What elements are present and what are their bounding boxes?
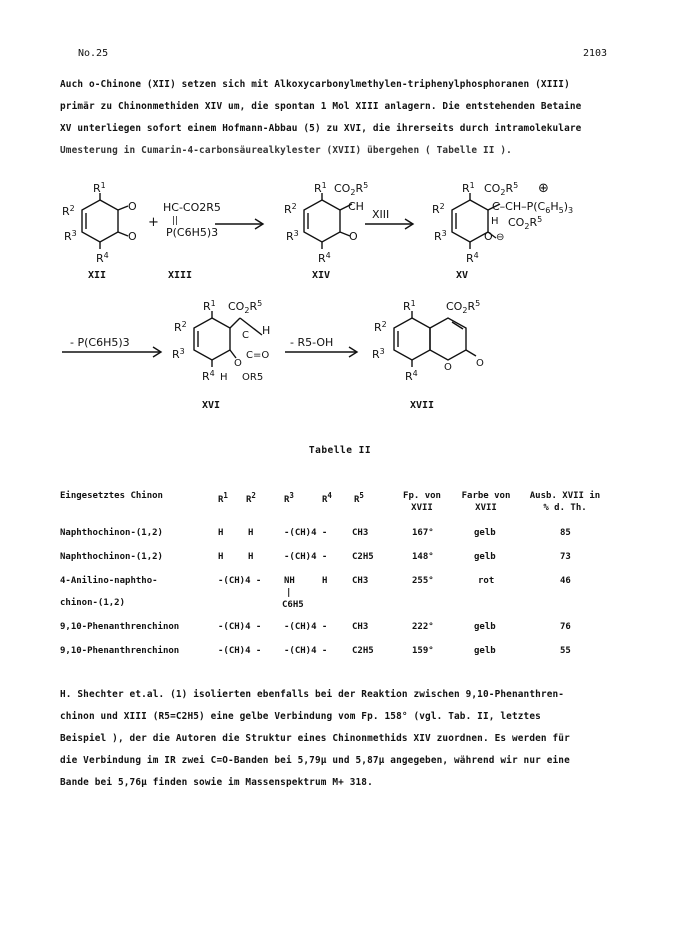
svg-text:⊖: ⊖ [496,232,505,243]
row1-ausb: 85 [560,528,571,538]
issue-number: No.25 [78,48,109,59]
label-xv: XV [456,270,469,281]
row2-r2: H [248,552,254,562]
svg-text:R4: $R^4$ [405,369,418,383]
col-header-chinon: Eingesetztes Chinon [60,491,163,501]
paragraph-intro [60,74,620,162]
row1-farbe: gelb [474,528,496,538]
text-line: Bande bei 5,76µ finden sowie im Massenspektrum M+ 318. [60,777,373,788]
label-xvi: XVI [202,400,221,411]
svg-text:CO2R5: $CO_2R^5$ [334,181,369,197]
svg-text:C–CH–P(C6H5)3: $C-CH-P(C_6H_5)_3$ [492,200,574,215]
label-xiv: XIV [312,270,331,281]
label-xiii: XIII [168,270,193,281]
col-header-fp: Fp. von XVII [403,491,441,513]
text-line: die Verbindung im IR zwei C=O-Banden bei 5,79µ und 5,87µ angegeben, während wir nur eine [60,755,570,766]
text-line: XV unterliegen sofort einem Hofmann-Abbau (5) zu XVI, die ihrerseits durch intramolekulare [60,123,582,134]
ring-xii [82,200,118,242]
row5-name: 9,10-Phenanthrenchinon [60,646,180,656]
svg-text:R1: $R^1$ [314,181,327,195]
row4-farbe: gelb [474,622,496,632]
svg-text:R2: $R^2$ [284,202,297,216]
svg-text:R3: $R^3$ [64,229,77,243]
row1-r2: H [248,528,254,538]
svg-text:R4: $R^4$ [318,251,331,265]
row3-r1: -(CH)4 - [218,576,262,586]
svg-text:R1: $R^1$ [203,299,216,313]
svg-text:OR5: OR5 [242,372,264,383]
xiii-formula-bottom: P(C6H5)3 [166,226,219,239]
svg-text:R4: $R^4$ [466,251,479,265]
label-xvii: XVII [410,400,435,411]
row5-ausb: 55 [560,646,571,656]
svg-text:O: O [476,358,484,369]
row3-ausb: 46 [560,576,571,586]
svg-text:CO2R5: $CO_2R^5$ [484,181,519,197]
svg-text:CO2R5: $CO_2R^5$ [446,299,481,315]
col-header-farbe: Farbe von XVII [461,491,511,513]
text-line: Beispiel ), der die Autoren die Struktur eines Chinonmethids XIV zuordnen. Es werden für [60,733,570,744]
ring-xvi [194,318,230,360]
row3-fp: 255° [412,576,434,586]
row5-r5: C2H5 [352,646,374,656]
label-xii: XII [88,270,107,281]
svg-text:R1: $R^1$ [403,299,416,313]
row2-ausb: 73 [560,552,571,562]
svg-text:CO2R5: $CO_2R^5$ [228,299,263,315]
svg-text:R1: $R^1$ [93,181,106,195]
row1-fp: 167° [412,528,434,538]
row2-r1: H [218,552,224,562]
row4-r1: -(CH)4 - [218,622,262,632]
row3-name: 4-Anilino-naphtho- [60,576,158,586]
arrow-reagent-xiii: XIII [372,208,390,221]
row3-r3: NH [284,576,295,586]
row3-farbe: rot [478,576,495,586]
xiii-formula-top: HC-CO2R5 [163,201,221,214]
svg-text:CH: CH [348,200,364,213]
row1-r1: H [218,528,224,538]
page-number: 2103 [583,48,608,59]
plus-sign: + [148,215,159,230]
svg-text:H: H [220,372,228,383]
svg-text:H: H [262,324,271,337]
row1-r34: -(CH)4 - [284,528,328,538]
col-header-ausb: Ausb. XVII in % d. Th. [529,491,601,513]
paragraph-shechter [60,684,620,794]
row4-name: 9,10-Phenanthrenchinon [60,622,180,632]
row5-fp: 159° [412,646,434,656]
arrow-reagent-pph3: - P(C6H5)3 [70,336,130,349]
row5-farbe: gelb [474,646,496,656]
text-line: Umesterung in Cumarin-4-carbonsäurealkylester (XVII) übergehen ( Tabelle II ). [60,145,512,156]
arrow-reagent-alcohol: - R5-OH [290,336,334,349]
row2-r5: C2H5 [352,552,374,562]
svg-text:O: O [484,230,493,243]
svg-text:R3: $R^3$ [434,229,447,243]
table-title: Tabelle II [308,445,372,456]
svg-text:R2: $R^2$ [374,320,387,334]
row4-ausb: 76 [560,622,571,632]
svg-text:O: O [234,358,242,369]
svg-text:CO2R5: $CO_2R^5$ [508,215,543,231]
col-header-r5: $R^5$ [354,491,364,505]
svg-text:C=O: C=O [246,350,270,361]
svg-text:H: H [491,216,499,227]
row3-name-cont: chinon-(1,2) [60,598,126,608]
ring-xvii-b [430,318,466,360]
row3-r4: H [322,576,328,586]
svg-text:O: O [128,200,137,213]
row2-fp: 148° [412,552,434,562]
svg-text:R2: $R^2$ [62,204,75,218]
row3-r3-sub: C6H5 [282,600,304,610]
svg-text:||: || [172,216,179,226]
ring-xvii-a [394,318,430,360]
svg-text:⊕: ⊕ [538,181,549,196]
svg-text:R2: $R^2$ [174,320,187,334]
col-header-r1: $R^1$ [218,491,228,505]
row5-r1: -(CH)4 - [218,646,262,656]
text-line: primär zu Chinonmethiden XIV um, die spontan 1 Mol XIII anlagern. Die entstehenden Betaine [60,101,582,112]
svg-text:R3: $R^3$ [172,347,185,361]
svg-text:O: O [349,230,358,243]
text-line: chinon und XIII (R5=C2H5) eine gelbe Verbindung vom Fp. 158° (vgl. Tab. II, letztes [60,711,541,722]
row2-r34: -(CH)4 - [284,552,328,562]
svg-text:O: O [444,362,452,373]
svg-text:R3: $R^3$ [372,347,385,361]
col-header-r4: $R^4$ [322,491,332,505]
col-header-r3: $R^3$ [284,491,294,505]
row4-r34: -(CH)4 - [284,622,328,632]
row3-r5: CH3 [352,576,369,586]
svg-text:R3: $R^3$ [286,229,299,243]
svg-text:R1: $R^1$ [462,181,475,195]
row1-r5: CH3 [352,528,369,538]
row3-bond: | [286,588,292,598]
text-line: H. Shechter et.al. (1) isolierten ebenfalls bei der Reaktion zwischen 9,10-Phenanthren- [60,689,565,700]
row2-name: Naphthochinon-(1,2) [60,552,163,562]
row4-fp: 222° [412,622,434,632]
svg-text:R4: $R^4$ [202,369,215,383]
col-header-r2: $R^2$ [246,491,256,505]
svg-text:O: O [128,230,137,243]
svg-text:R4: $R^4$ [96,251,109,265]
ring-xv [452,200,488,242]
row4-r5: CH3 [352,622,369,632]
ring-xiv [304,200,340,242]
row1-name: Naphthochinon-(1,2) [60,528,163,538]
row5-r34: -(CH)4 - [284,646,328,656]
svg-text:R2: $R^2$ [432,202,445,216]
text-line: Auch o-Chinone (XII) setzen sich mit Alkoxycarbonylmethylen-triphenylphosphoranen (XIII) [60,79,570,90]
row2-farbe: gelb [474,552,496,562]
svg-text:C: C [242,330,249,341]
